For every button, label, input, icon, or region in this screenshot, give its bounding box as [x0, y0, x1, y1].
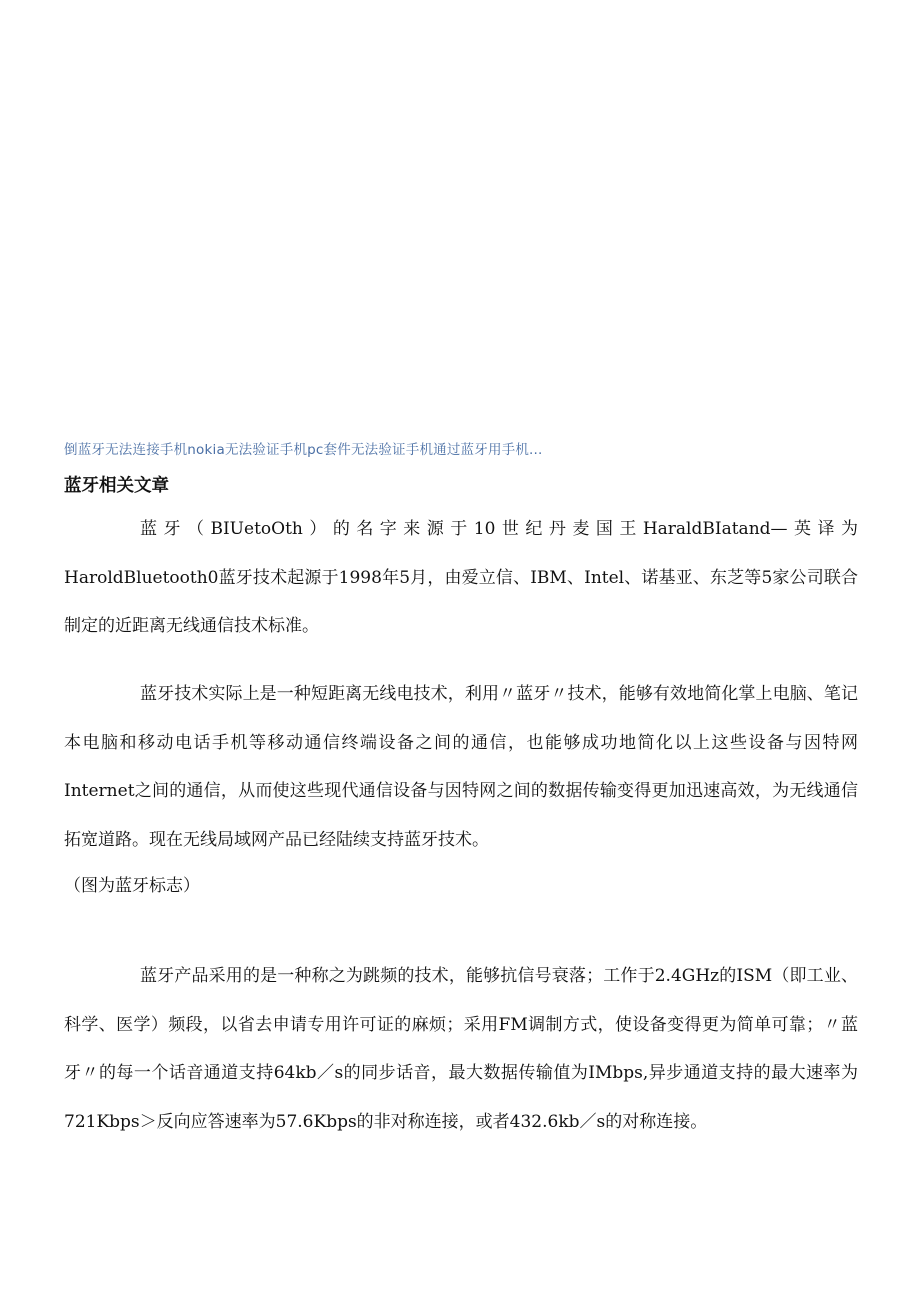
paragraph-bluetooth-origin: 蓝牙（BIUetoOth）的名字来源于10世纪丹麦国王HaraldBIatand—英译为HaroldBluetooth0蓝牙技术起源于1998年5月，由爱立信、IBM、Intel、诺基亚、东芝等5家公司联合制定的近距离无线通信技术标准。	[64, 519, 858, 637]
paragraph-bluetooth-technology: 蓝牙技术实际上是一种短距离无线电技术，利用〃蓝牙〃技术，能够有效地简化掌上电脑、笔记本电脑和移动电话手机等移动通信终端设备之间的通信，也能够成功地简化以上这些设备与因特网Internet之间的通信，从而使这些现代通信设备与因特网之间的数据传输变得更加迅速高效，为无线通信拓宽道路。现在无线局域网产品已经陆续支持蓝牙技术。	[64, 684, 858, 851]
image-caption: （图为蓝牙标志）	[64, 876, 200, 896]
related-articles-link[interactable]: 倒蓝牙无法连接手机nokia无法验证手机pc套件无法验证手机通过蓝牙用手机...	[64, 442, 543, 458]
paragraph-bluetooth-specs: 蓝牙产品采用的是一种称之为跳频的技术，能够抗信号衰落；工作于2.4GHz的ISM（即工业、科学、医学）频段，以省去申请专用许可证的麻烦；采用FM调制方式，使设备变得更为简单可靠；〃蓝牙〃的每一个话音通道支持64kb／s的同步话音，最大数据传输值为IMbps,异步通道支持的最大速率为721Kbps＞反向应答速率为57.6Kbps的非对称连接，或者432.6kb／s的对称连接。	[64, 966, 858, 1133]
section-title: 蓝牙相关文章	[64, 476, 169, 496]
